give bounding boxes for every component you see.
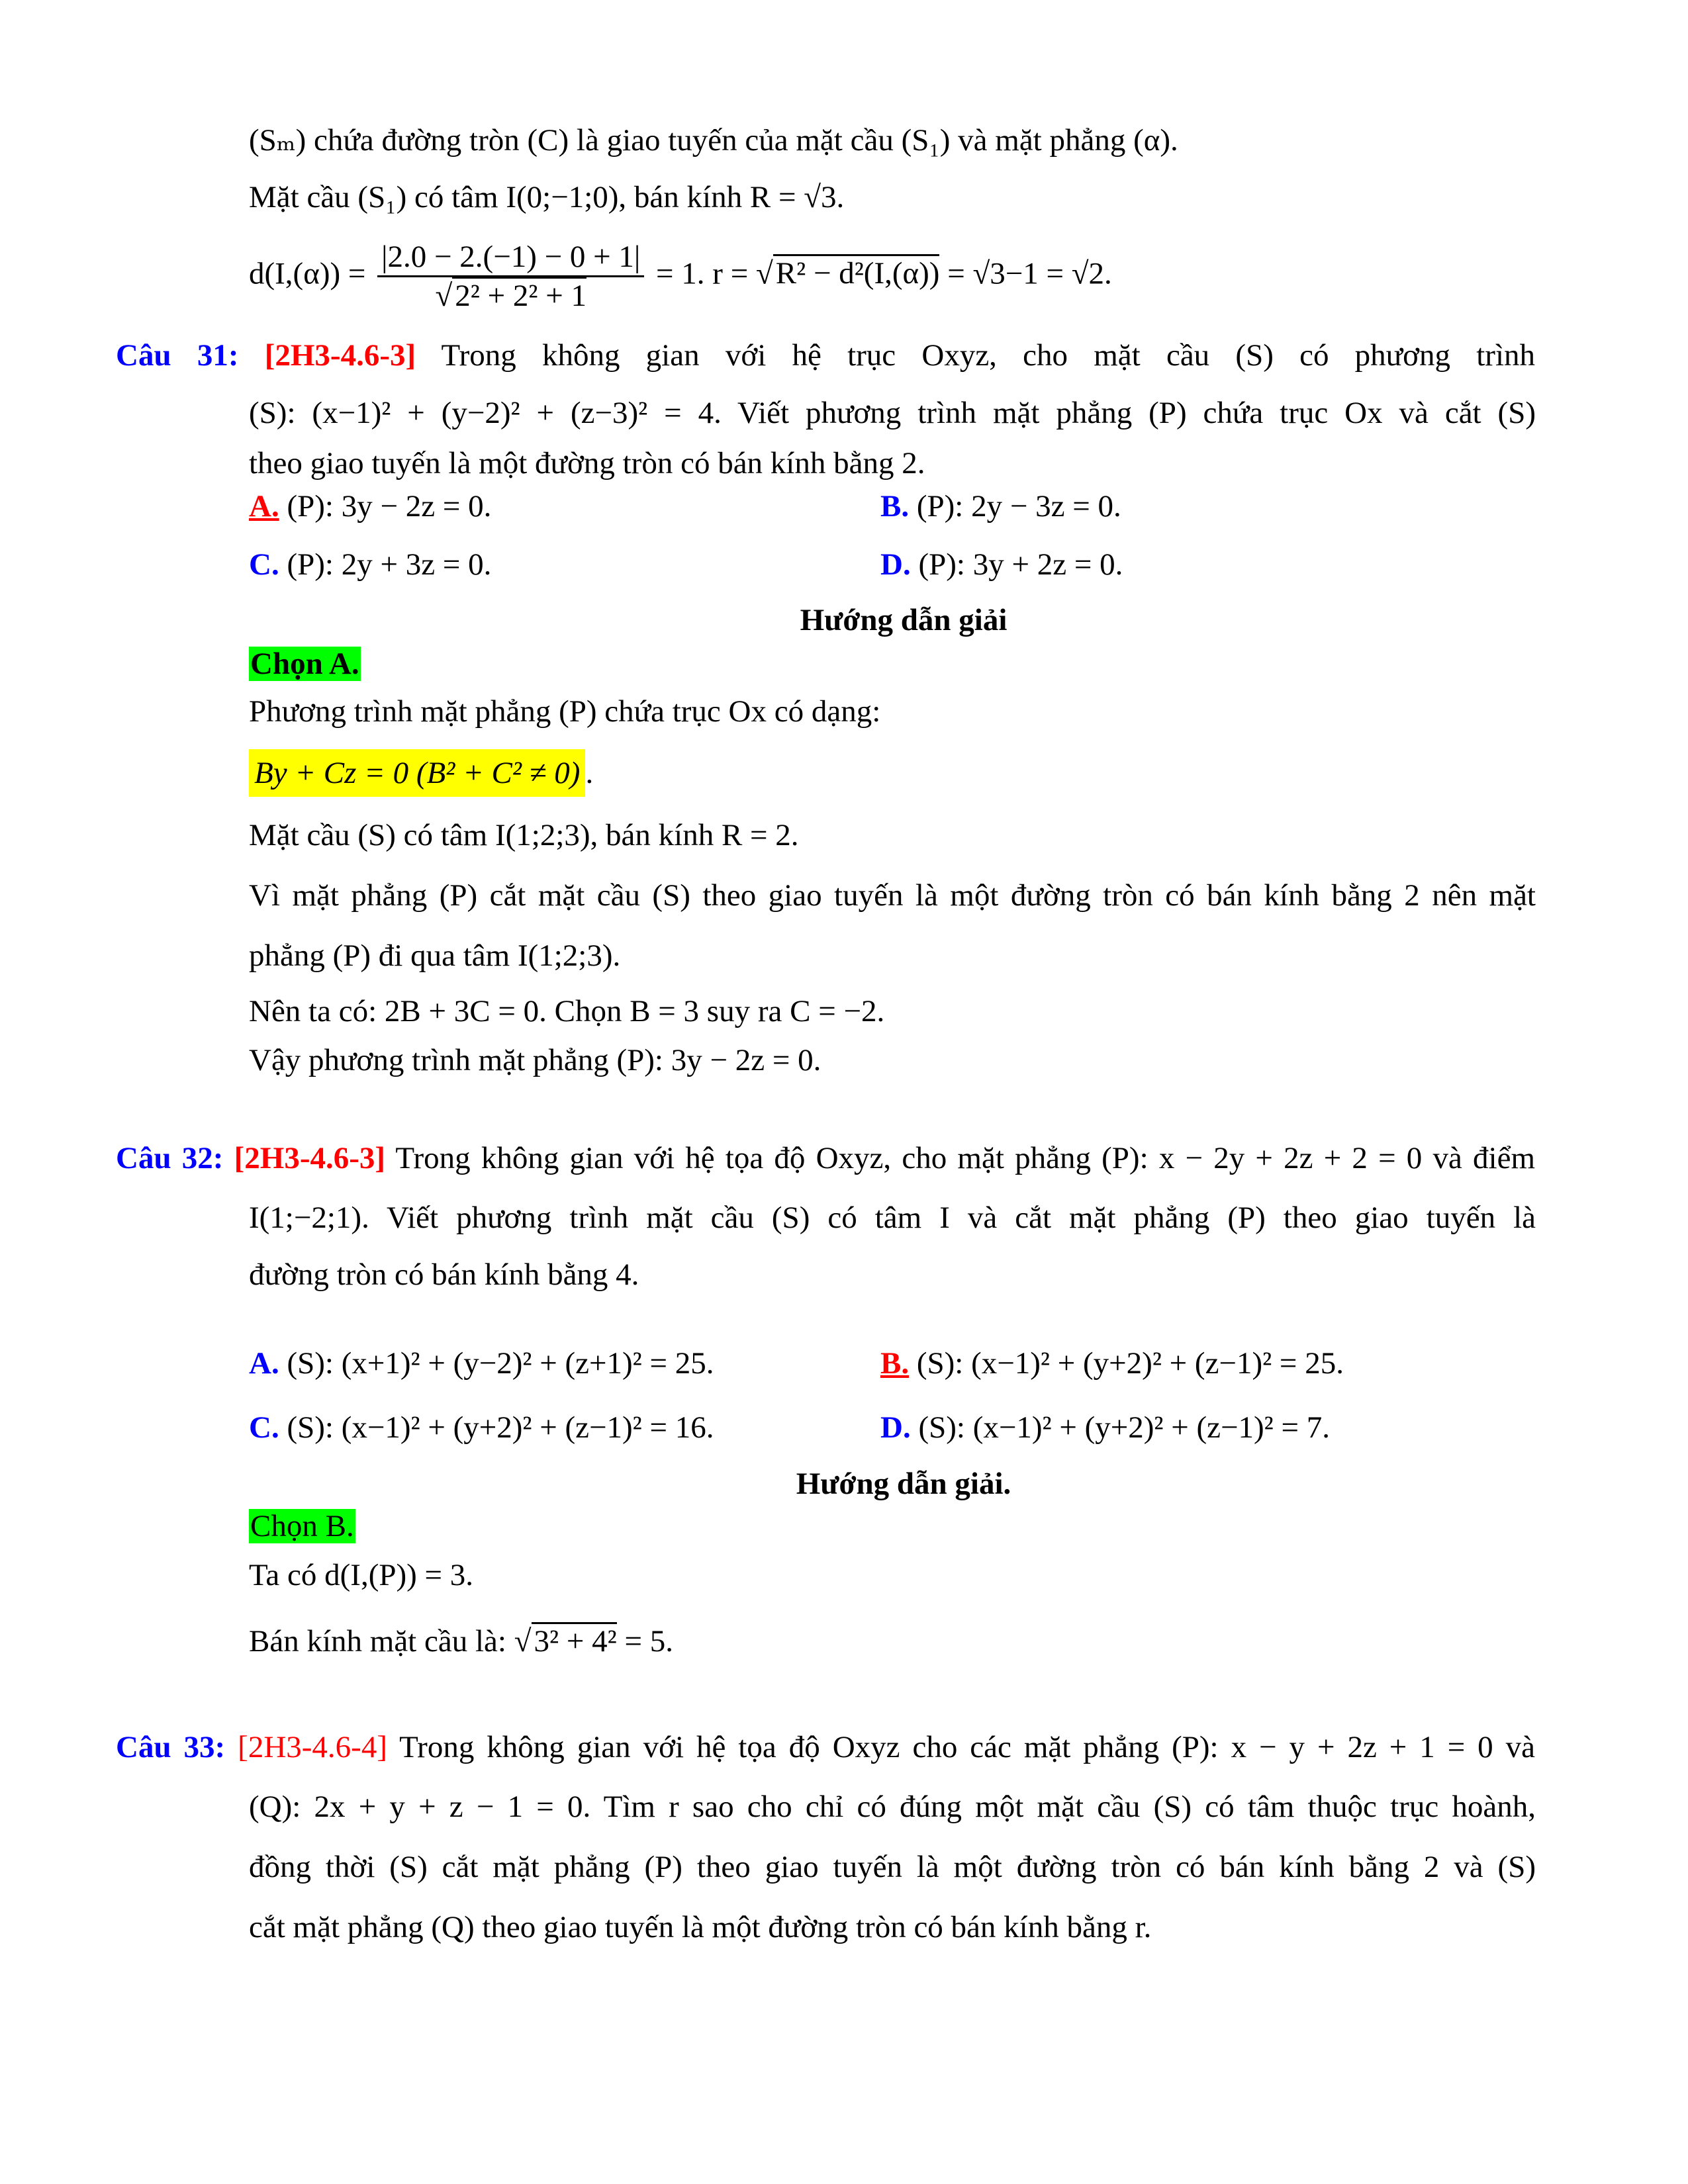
d-lhs: d(I,(α)) = <box>249 256 366 291</box>
radicand: 3² + 4² <box>532 1622 617 1659</box>
option-text: (S): (x−1)² + (y+2)² + (z−1)² = 16. <box>287 1410 714 1445</box>
q32-sol-2 <box>249 1621 673 1661</box>
q32-line-1 <box>116 1138 1535 1178</box>
prev-line-1: (Sₘ) chứa đường tròn (C) là giao tuyến của mặt cầu (S₁) và mặt phẳng (α). <box>249 123 1178 158</box>
q32-choice <box>249 1506 355 1546</box>
formula-highlight: By + Cz = 0 (B² + C² ≠ 0) <box>249 749 585 797</box>
d-rhs: = 1. r = √ <box>656 256 773 291</box>
choice-highlight: Chọn B. <box>250 1509 354 1543</box>
distance-formula <box>249 238 1112 314</box>
q33-line-2: (Q): 2x + y + z − 1 = 0. Tìm r sao cho chỉ có đúng một mặt cầu (S) có tâm thuộc trục hoành, <box>249 1790 1536 1824</box>
q32-option-d[interactable] <box>880 1408 1330 1447</box>
q31-choice <box>249 644 361 684</box>
fraction-denominator <box>377 277 644 314</box>
option-letter: C. <box>249 1410 279 1445</box>
option-text: (P): 3y + 2z = 0. <box>918 547 1123 582</box>
q32-text-1: Trong không gian với hệ tọa độ Oxyz, cho mặt phẳng (P): x − 2y + 2z + 2 = 0 và điểm <box>395 1141 1536 1175</box>
q32-sol-1: Ta có d(I,(P)) = 3. <box>249 1558 474 1592</box>
q33-line-3: đồng thời (S) cắt mặt phẳng (P) theo giao tuyến là một đường tròn có bán kính bằng 2 và (S) <box>249 1850 1536 1884</box>
q32-option-b[interactable] <box>880 1343 1344 1383</box>
q32-options-row-1 <box>249 1343 1573 1383</box>
q33-line-1 <box>116 1727 1535 1767</box>
option-text: (P): 3y − 2z = 0. <box>287 489 492 523</box>
choice-highlight: Chọn A. <box>250 647 359 681</box>
q32-options-row-2 <box>249 1408 1573 1447</box>
option-text: (P): 2y − 3z = 0. <box>916 489 1121 523</box>
sqrt-sign: √ <box>435 279 453 313</box>
q31-line-1 <box>116 336 1535 375</box>
q31-line-2: (S): (x−1)² + (y−2)² + (z−3)² = 4. Viết phương trình mặt phẳng (P) chứa trục Ox và cắt (S) <box>249 396 1536 430</box>
q32-option-c[interactable] <box>249 1410 714 1445</box>
q31-option-c[interactable] <box>249 547 491 582</box>
option-letter: B. <box>880 489 910 523</box>
q31-option-a[interactable] <box>249 489 491 523</box>
sol-result: = 5. <box>616 1624 673 1659</box>
q31-sol-7: Vậy phương trình mặt phẳng (P): 3y − 2z = 0. <box>249 1043 821 1077</box>
q31-text-1: Trong không gian với hệ trục Oxyz, cho mặt cầu (S) có phương trình <box>441 338 1536 373</box>
q32-line-3: đường tròn có bán kính bằng 4. <box>249 1257 639 1292</box>
q32-line-2: I(1;−2;1). Viết phương trình mặt cầu (S) có tâm I và cắt mặt phẳng (P) theo giao tuyến là <box>249 1201 1536 1235</box>
q31-sol-1: Phương trình mặt phẳng (P) chứa trục Ox có dạng: <box>249 694 881 729</box>
q31-option-d[interactable] <box>880 545 1123 584</box>
q33-label: Câu 33: <box>116 1730 226 1764</box>
option-letter: D. <box>880 547 911 582</box>
q32-label: Câu 32: <box>116 1141 224 1175</box>
q32-option-a[interactable] <box>249 1346 714 1381</box>
q31-label: Câu 31: <box>116 338 239 373</box>
option-text: (S): (x+1)² + (y−2)² + (z+1)² = 25. <box>287 1346 714 1381</box>
q33-text-1: Trong không gian với hệ tọa độ Oxyz cho các mặt phẳng (P): x − y + 2z + 1 = 0 và <box>399 1730 1536 1764</box>
q33-tag: [2H3-4.6-4] <box>238 1730 387 1764</box>
q33-line-4: cắt mặt phẳng (Q) theo giao tuyến là một đường tròn có bán kính bằng r. <box>249 1910 1152 1944</box>
q31-sol-3: Mặt cầu (S) có tâm I(1;2;3), bán kính R = 2. <box>249 818 799 852</box>
q31-option-b[interactable] <box>880 486 1121 526</box>
q31-sol-5: phẳng (P) đi qua tâm I(1;2;3). <box>249 938 621 973</box>
option-text: (P): 2y + 3z = 0. <box>287 547 492 582</box>
option-letter: A. <box>249 489 279 523</box>
option-letter: C. <box>249 547 279 582</box>
fraction-numerator: |2.0 − 2.(−1) − 0 + 1| <box>377 238 644 277</box>
option-text: (S): (x−1)² + (y+2)² + (z−1)² = 7. <box>918 1410 1331 1445</box>
option-text: (S): (x−1)² + (y+2)² + (z−1)² = 25. <box>916 1346 1344 1381</box>
d-rhs-end: = √3−1 = √2. <box>947 256 1112 291</box>
prev-line-2: Mặt cầu (S₁) có tâm I(0;−1;0), bán kính R = √3. <box>249 180 845 214</box>
fraction <box>377 238 644 314</box>
sol-text: Bán kính mặt cầu là: √ <box>249 1624 532 1659</box>
q31-tag: [2H3-4.6-3] <box>264 338 416 373</box>
q31-sol-2: By + Cz = 0 (B² + C² ≠ 0) . <box>249 753 593 793</box>
q31-sol-6: Nên ta có: 2B + 3C = 0. Chọn B = 3 suy ra C = −2. <box>249 994 885 1028</box>
option-letter: D. <box>880 1410 911 1445</box>
q31-options-row-2 <box>249 545 1573 584</box>
q31-sol-4: Vì mặt phẳng (P) cắt mặt cầu (S) theo giao tuyến là một đường tròn có bán kính bằng 2 nên mặt <box>249 878 1536 913</box>
radicand: 2² + 2² + 1 <box>452 277 586 313</box>
q32-guide-title: Hướng dẫn giải. <box>796 1467 1011 1501</box>
r-radicand: R² − d²(I,(α)) <box>773 254 940 291</box>
option-letter: A. <box>249 1346 279 1381</box>
q31-guide-title: Hướng dẫn giải <box>800 603 1008 637</box>
q32-tag: [2H3-4.6-3] <box>234 1141 386 1175</box>
q31-line-3: theo giao tuyến là một đường tròn có bán kính bằng 2. <box>249 446 925 480</box>
option-letter: B. <box>880 1346 910 1381</box>
q31-options-row-1 <box>249 486 1573 526</box>
